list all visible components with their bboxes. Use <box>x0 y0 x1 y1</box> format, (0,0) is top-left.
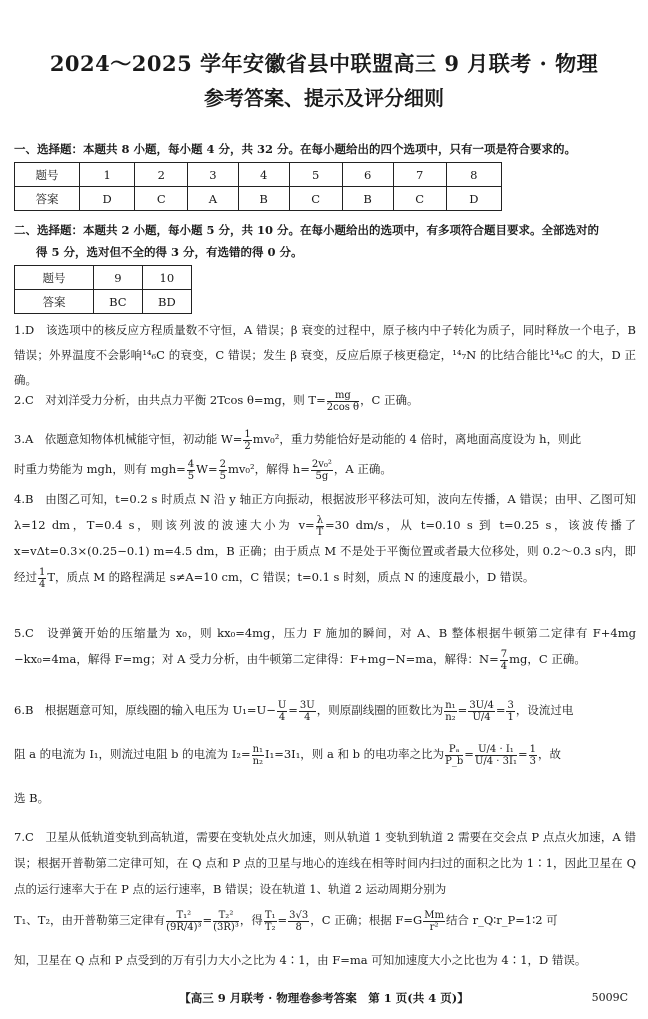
question-number: 6 <box>342 163 393 187</box>
fraction: $\frac{U}{4}$ <box>277 699 287 723</box>
table-row <box>15 266 192 290</box>
answer-cell: D <box>80 187 135 211</box>
question-number: 5 <box>289 163 342 187</box>
fraction: $\frac{7}{4}$ <box>500 648 508 672</box>
fraction: $\frac{\text{2v₀²}}{5g}$ <box>311 458 332 482</box>
fraction: $\frac{1}{4}$ <box>39 566 46 590</box>
row-label: 题号 <box>15 266 94 290</box>
fraction: $\frac{1}{2}$ <box>244 428 251 452</box>
fraction: $\frac{\text{T₁}}{\text{T₂}}$ <box>264 909 276 933</box>
question-number: 9 <box>94 266 143 290</box>
fraction: $\frac{1}{3}$ <box>529 743 536 767</box>
answer-cell: C <box>289 187 342 211</box>
fraction: $\frac{4}{5}$ <box>187 458 195 482</box>
solution-7-cont: T₁、T₂，由开普勒第三定律有 $\frac{\text{T₁²}}{\text{(9R/4)³}}$ = $\frac{\text{T₂²}}{\text{(3R)³}}$ ，得 $\frac{\text{T₁}}{\text{T₂}}$ = $\frac{3√3}{8}$ ，C 正确；根据 F=G $\frac{Mm}{\text{r²}}$ 结合 r_Q∶r_P=1∶2 可 知，卫星在 Q 点和 P 点受到的万有引力大小之比为 4∶1，由 F=ma 可知加速度大小之比也为 4∶1，D 错误。 <box>14 909 587 967</box>
answer-table-1 <box>14 162 502 211</box>
fraction: $\frac{\text{T₁²}}{\text{(9R/4)³}}$ <box>166 909 202 933</box>
solution-6: 6.B 根据题意可知，原线圈的输入电压为 U₁=U− $\frac{U}{4}$ = $\frac{3U}{4}$ ，则原副线圈的匝数比为 $\frac{\text{n₁}}{\text{n₂}}$ = $\frac{3U/4}{U/4}$ = $\frac{3}{1}$ ，设流过电 阻 a 的电流为 I₁，则流过电阻 b 的电流为 I₂= $\frac{\text{n₁}}{\text{n₂}}$ I₁=3I₁，则 a 和 b 的电功率之比为 $\frac{\text{Pₐ}}{P\_b}$ = $\frac{\text{U/4 · I₁}}{\text{U/4 · 3I₁}}$ = $\frac{1}{3}$ ，故 选 B。 <box>14 699 574 805</box>
fraction: $\frac{\text{n₁}}{\text{n₂}}$ <box>445 699 456 723</box>
question-number: 4 <box>238 163 289 187</box>
fraction: $\frac{3}{1}$ <box>507 699 514 723</box>
fraction: $\frac{\text{Pₐ}}{P\_b}$ <box>445 743 464 767</box>
solution-3: 3.A 依题意知物体机械能守恒，初动能 W= $\frac{1}{2}$ mv₀²，重力势能恰好是动能的 4 倍时，离地面高度设为 h，则此 时重力势能为 mgh，则有 mgh= $\frac{4}{5}$ W= $\frac{2}{5}$ mv₀²，解得 h= $\frac{\text{2v₀²}}{5g}$ ，A 正确。 <box>14 428 582 482</box>
section2-heading: 二、选择题：本题共 2 小题，每小题 5 分，共 10 分。在每小题给出的选项中，有多项符合题目要求。全部选对的 得 5 分，选对但不全的得 3 分，有选错的得 0 分。 <box>14 223 600 259</box>
row-label: 答案 <box>15 290 94 314</box>
answer-table-2 <box>14 265 192 314</box>
fraction: $\frac{\lambda}{T}$ <box>316 514 324 538</box>
answer-cell: C <box>135 187 188 211</box>
section1-heading: 一、选择题：本题共 8 小题，每小题 4 分，共 32 分。在每小题给出的四个选项中，只有一项是符合要求的。 <box>14 142 577 156</box>
answer-cell: BC <box>94 290 143 314</box>
fraction: $\frac{3√3}{8}$ <box>289 909 309 933</box>
answer-cell: D <box>446 187 501 211</box>
answer-cell: C <box>393 187 446 211</box>
fraction: $\frac{3U}{4}$ <box>299 699 315 723</box>
solution-7: 7.C 卫星从低轨道变轨到高轨道，需要在变轨处点火加速，则从轨道 1 变轨到轨道 2 需要在交会点 P 点点火加速，A 错误；根据开普勒第二定律可知，在 Q 点和 P 点的卫星与地心的连线在相等时间内扫过的面积之比为 1∶1，因此卫星在 Q 点的运行速率大于在 P 点的运行速率，B 错误；设在轨道 1、轨道 2 运动周期分别为 <box>14 830 636 896</box>
question-number: 7 <box>393 163 446 187</box>
answer-cell: B <box>342 187 393 211</box>
page-title: 2024～2025 学年安徽省县中联盟高三 9 月联考 · 物理 <box>49 51 599 76</box>
table-row <box>15 187 502 211</box>
page-footer: 【高三 9 月联考 · 物理卷参考答案 第 1 页(共 4 页)】 <box>179 991 469 1005</box>
question-number: 2 <box>135 163 188 187</box>
fraction: $\frac{mg}{\text{2cos θ}}$ <box>326 389 360 413</box>
question-number: 1 <box>80 163 135 187</box>
fraction: $\frac{2}{5}$ <box>219 458 227 482</box>
solution-4: 4.B 由图乙可知，t=0.2 s 时质点 N 沿 y 轴正方向振动，根据波形平移法可知，波向左传播，A 错误；由甲、乙图可知 λ=12 dm，T=0.4 s，则该列波的波速大小为 v= $\frac{\lambda}{T}$ =30 dm/s，从 t=0.10 s 到 t=0.25 s，该波传播了 x=vΔt=0.3×(0.25−0.1) m=4.5 dm，B 正确；由于质点 M 不是处于平衡位置或者最大位移处，则 0.2～0.3 s内，即经过 $\frac{1}{4}$ T，质点 M 的路程满足 s≠A=10 cm，C 错误；t=0.1 s 时刻，质点 N 的速度最小，D 错误。 <box>14 492 636 590</box>
fraction: $\frac{Mm}{\text{r²}}$ <box>424 909 444 933</box>
question-number: 8 <box>446 163 501 187</box>
answer-cell: BD <box>142 290 191 314</box>
table-row <box>15 163 502 187</box>
answer-cell: B <box>238 187 289 211</box>
solution-2: 2.C 对刘洋受力分析，由共点力平衡 2Tcos θ=mg，则 T= $\frac{mg}{\text{2cos θ}}$ ，C 正确。 <box>14 389 419 413</box>
question-number: 3 <box>188 163 238 187</box>
row-label: 答案 <box>15 187 80 211</box>
fraction: $\frac{\text{T₂²}}{\text{(3R)³}}$ <box>213 909 239 933</box>
solution-5: 5.C 设弹簧开始的压缩量为 x₀，则 kx₀=4mg，压力 F 施加的瞬间，对 A、B 整体根据牛顿第二定律有 F+4mg −kx₀=4ma，解得 F=mg；对 A 受力分析，由牛顿第二定律得：F+mg−N=ma，解得：N= $\frac{7}{4}$ mg，C 正确。 <box>14 626 636 672</box>
fraction: $\frac{3U/4}{U/4}$ <box>469 699 494 723</box>
fraction: $\frac{\text{n₁}}{\text{n₂}}$ <box>252 743 264 767</box>
table-row <box>15 290 192 314</box>
fraction: $\frac{\text{U/4 · I₁}}{\text{U/4 · 3I₁}}$ <box>474 743 517 767</box>
question-number: 10 <box>142 266 191 290</box>
solution-1: 1.D 该选项中的核反应方程质量数不守恒，A 错误；β 衰变的过程中，原子核内中子转化为质子，同时释放一个电子，B 错误；外界温度不会影响¹⁴₆C 的衰变，C 错误；发生 β 衰变，反应后原子核更稳定，¹⁴₇N 的比结合能比¹⁴₆C 的大，D 正确。 <box>14 323 636 387</box>
answer-cell: A <box>188 187 238 211</box>
page-subtitle: 参考答案、提示及评分细则 <box>204 86 444 110</box>
document-code: 5009C <box>591 991 628 1004</box>
row-label: 题号 <box>15 163 80 187</box>
